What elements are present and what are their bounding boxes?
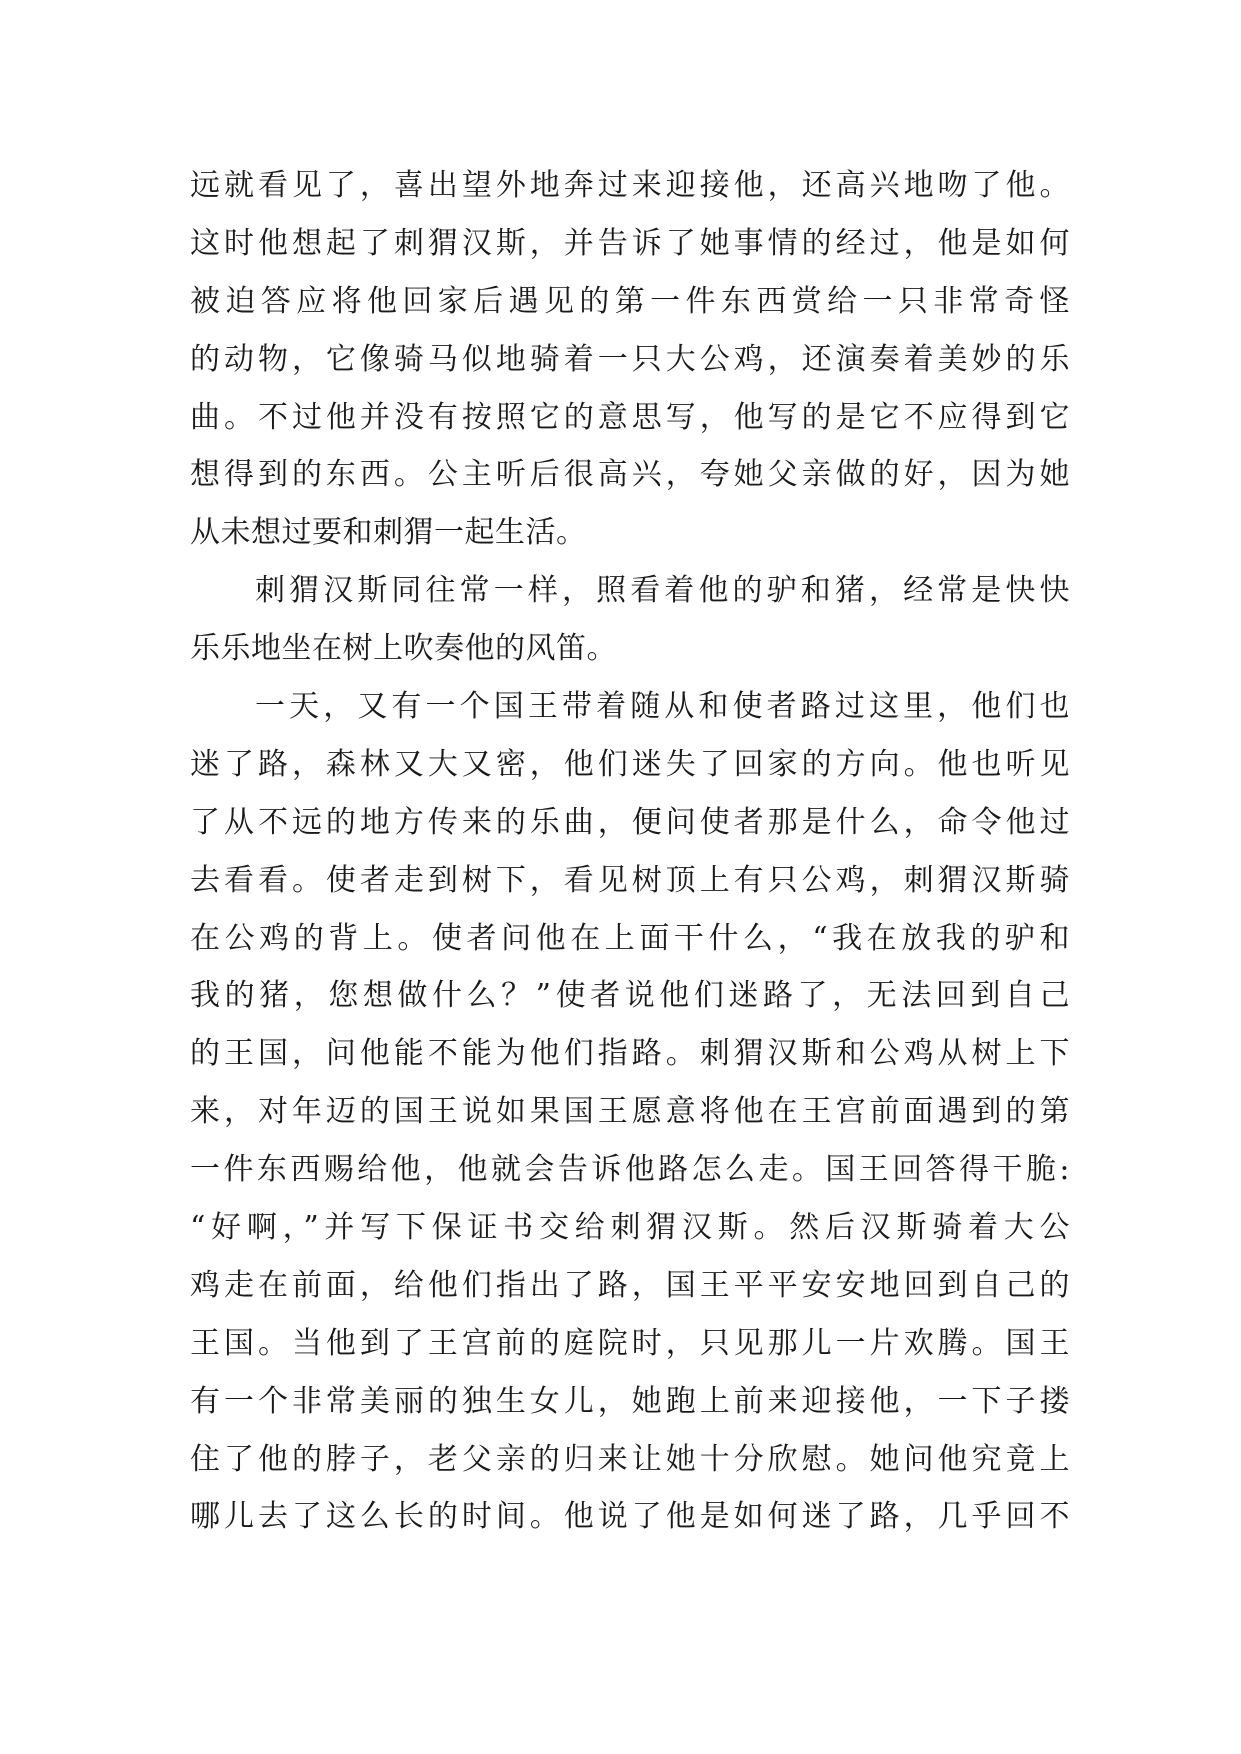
text-line: 从未想过要和刺猬一起生活。 bbox=[190, 515, 587, 551]
text-line: 迷了路，森林又大又密，他们迷失了回家的方向。他也听见 bbox=[190, 746, 1070, 782]
text-line: 的动物，它像骑马似地骑着一只大公鸡，还演奏着美妙的乐 bbox=[190, 341, 1070, 377]
text-line: 想得到的东西。公主听后很高兴，夸她父亲做的好，因为她 bbox=[190, 457, 1070, 493]
text-line: 了从不远的地方传来的乐曲，便问使者那是什么，命令他过 bbox=[190, 804, 1070, 840]
text-line: 王国。当他到了王宫前的庭院时，只见那儿一片欢腾。国王 bbox=[190, 1325, 1070, 1361]
text-line: 这时他想起了刺猬汉斯，并告诉了她事情的经过，他是如何 bbox=[190, 225, 1070, 261]
text-line: 被迫答应将他回家后遇见的第一件东西赏给一只非常奇怪 bbox=[190, 283, 1070, 319]
text-line: 住了他的脖子，老父亲的归来让她十分欣慰。她问他究竟上 bbox=[190, 1441, 1070, 1477]
text-line: 我的猪，您想做什么？”使者说他们迷路了，无法回到自己 bbox=[190, 978, 1070, 1014]
text-line: “好啊，”并写下保证书交给刺猬汉斯。然后汉斯骑着大公 bbox=[190, 1210, 1070, 1246]
text-line: 一件东西赐给他，他就会告诉他路怎么走。国王回答得干脆: bbox=[190, 1152, 1070, 1188]
text-line: 乐乐地坐在树上吹奏他的风笛。 bbox=[190, 631, 617, 667]
text-line: 一天，又有一个国王带着随从和使者路过这里，他们也 bbox=[255, 689, 1070, 725]
text-line: 有一个非常美丽的独生女儿，她跑上前来迎接他，一下子搂 bbox=[190, 1383, 1070, 1419]
body-text bbox=[190, 157, 1070, 1546]
text-line: 哪儿去了这么长的时间。他说了他是如何迷了路，几乎回不 bbox=[190, 1499, 1070, 1535]
text-line: 刺猬汉斯同往常一样，照看着他的驴和猪，经常是快快 bbox=[255, 573, 1070, 609]
text-line: 远就看见了，喜出望外地奔过来迎接他，还高兴地吻了他。 bbox=[190, 168, 1070, 203]
text-line: 去看看。使者走到树下，看见树顶上有只公鸡，刺猬汉斯骑 bbox=[190, 862, 1070, 898]
text-line: 来，对年迈的国王说如果国王愿意将他在王宫前面遇到的第 bbox=[190, 1094, 1070, 1130]
text-line: 的王国，问他能不能为他们指路。刺猬汉斯和公鸡从树上下 bbox=[190, 1036, 1070, 1072]
text-line: 在公鸡的背上。使者问他在上面干什么，“我在放我的驴和 bbox=[190, 920, 1070, 956]
text-line: 鸡走在前面，给他们指出了路，国王平平安安地回到自己的 bbox=[190, 1267, 1070, 1303]
text-line: 曲。不过他并没有按照它的意思写，他写的是它不应得到它 bbox=[190, 399, 1070, 435]
